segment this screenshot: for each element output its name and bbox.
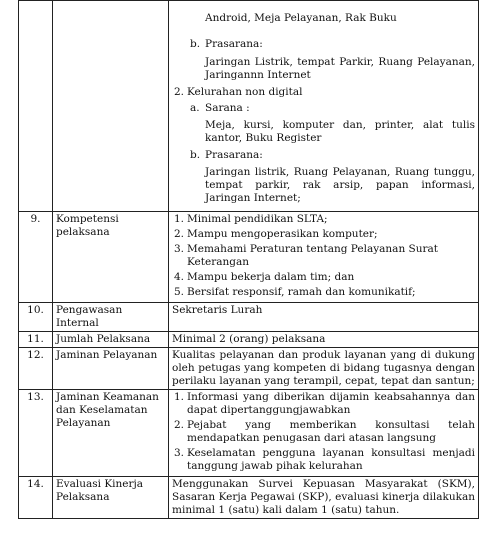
list-item-text: Keselamatan pengguna layanan konsultasi menjadi tanggung jawab pihak kelurahan — [187, 447, 475, 472]
list-item-title: Kelurahan non digital — [187, 86, 303, 98]
row-content: Menggunakan Survei Kepuasan Masyarakat (SKM), Sasaran Kerja Pegawai (SKP), evaluasi kinerja dilakukan minimal 1 (satu) kali dalam 1 (satu) tahun. — [169, 477, 479, 519]
row-number: 11. — [19, 332, 53, 348]
row-content-cell — [169, 390, 479, 477]
table-row-continued — [19, 1, 479, 212]
list-item — [172, 243, 475, 269]
list-item — [172, 271, 475, 284]
list-marker: 4. — [174, 271, 185, 283]
row-content-cell — [169, 212, 479, 303]
list-item-text: Minimal pendidikan SLTA; — [187, 213, 328, 225]
row-number-cell — [19, 1, 53, 212]
row-label-cell — [53, 1, 169, 212]
list-item — [172, 447, 475, 473]
row-label: Evaluasi Kinerja Pelaksana — [53, 477, 169, 519]
list-marker: b. — [190, 38, 201, 50]
table-row-14 — [19, 477, 479, 519]
safety-list — [172, 391, 475, 473]
list-item-text: Meja, kursi, komputer dan, printer, alat tulis kantor, Buku Register — [205, 119, 475, 144]
list-item-text: Jaringan listrik, Ruang Pelayanan, Ruang tunggu, tempat parkir, rak arsip, papan informasi, Jaringan Internet; — [205, 166, 475, 204]
list-item-text: Jaringan Listrik, tempat Parkir, Ruang Pelayanan, Jaringannn Internet — [205, 56, 475, 81]
list-item — [172, 419, 475, 445]
list-item-text: Memahami Peraturan tentang Pelayanan Surat Keterangan — [187, 243, 438, 268]
row-number: 9. — [19, 212, 53, 303]
list-marker: 2. — [174, 228, 185, 240]
row-label: Jaminan Keamanan dan Keselamatan Pelayanan — [53, 390, 169, 477]
row-label: Jumlah Pelaksana — [53, 332, 169, 348]
row-content-cell — [169, 1, 479, 212]
list-marker: 2. — [174, 86, 185, 98]
list-item-title: Prasarana: — [205, 38, 263, 50]
list-marker: 3. — [174, 243, 185, 255]
list-marker: b. — [190, 149, 201, 161]
list-item — [172, 286, 475, 299]
table-row-10 — [19, 303, 479, 332]
list-marker: 5. — [174, 286, 185, 298]
row-label: Pengawasan Internal — [53, 303, 169, 332]
list-item — [172, 228, 475, 241]
service-standard-table — [18, 0, 479, 519]
table-row-12 — [19, 348, 479, 390]
row-number: 12. — [19, 348, 53, 390]
list-item — [172, 213, 475, 226]
row-content: Minimal 2 (orang) pelaksana — [169, 332, 479, 348]
row-label: Kompetensi pelaksana — [53, 212, 169, 303]
list-item-title: Sarana : — [205, 102, 250, 114]
row-number: 14. — [19, 477, 53, 519]
row-label: Jaminan Pelayanan — [53, 348, 169, 390]
row-number: 13. — [19, 390, 53, 477]
list-item — [172, 391, 475, 417]
list-item-text: Mampu bekerja dalam tim; dan — [187, 271, 355, 283]
competency-list — [172, 213, 475, 299]
list-item — [172, 38, 475, 51]
list-marker: 1. — [174, 391, 185, 403]
list-marker: a. — [190, 102, 200, 114]
table-row-11 — [19, 332, 479, 348]
list-marker: 2. — [174, 419, 185, 431]
list-item-text: Bersifat responsif, ramah dan komunikatif; — [187, 286, 416, 298]
table-row-13 — [19, 390, 479, 477]
list-item — [172, 102, 475, 115]
list-item — [172, 149, 475, 162]
list-item-text: Mampu mengoperasikan komputer; — [187, 228, 378, 240]
table-row-9 — [19, 212, 479, 303]
list-item-title: Prasarana: — [205, 149, 263, 161]
list-item-text: Android, Meja Pelayanan, Rak Buku — [205, 12, 397, 24]
list-item — [172, 86, 475, 99]
list-item-text: Informasi yang diberikan dijamin keabsahannya dan dapat dipertanggungjawabkan — [187, 391, 475, 416]
list-marker: 3. — [174, 447, 185, 459]
row-content: Sekretaris Lurah — [169, 303, 479, 332]
row-content: Kualitas pelayanan dan produk layanan yang di dukung oleh petugas yang kompeten di bidang tugasnya dengan perilaku layanan yang terampil, cepat, tepat dan santun; — [169, 348, 479, 390]
row-number: 10. — [19, 303, 53, 332]
list-item-text: Pejabat yang memberikan konsultasi telah mendapatkan penugasan dari atasan langsung — [187, 419, 475, 444]
list-marker: 1. — [174, 213, 185, 225]
